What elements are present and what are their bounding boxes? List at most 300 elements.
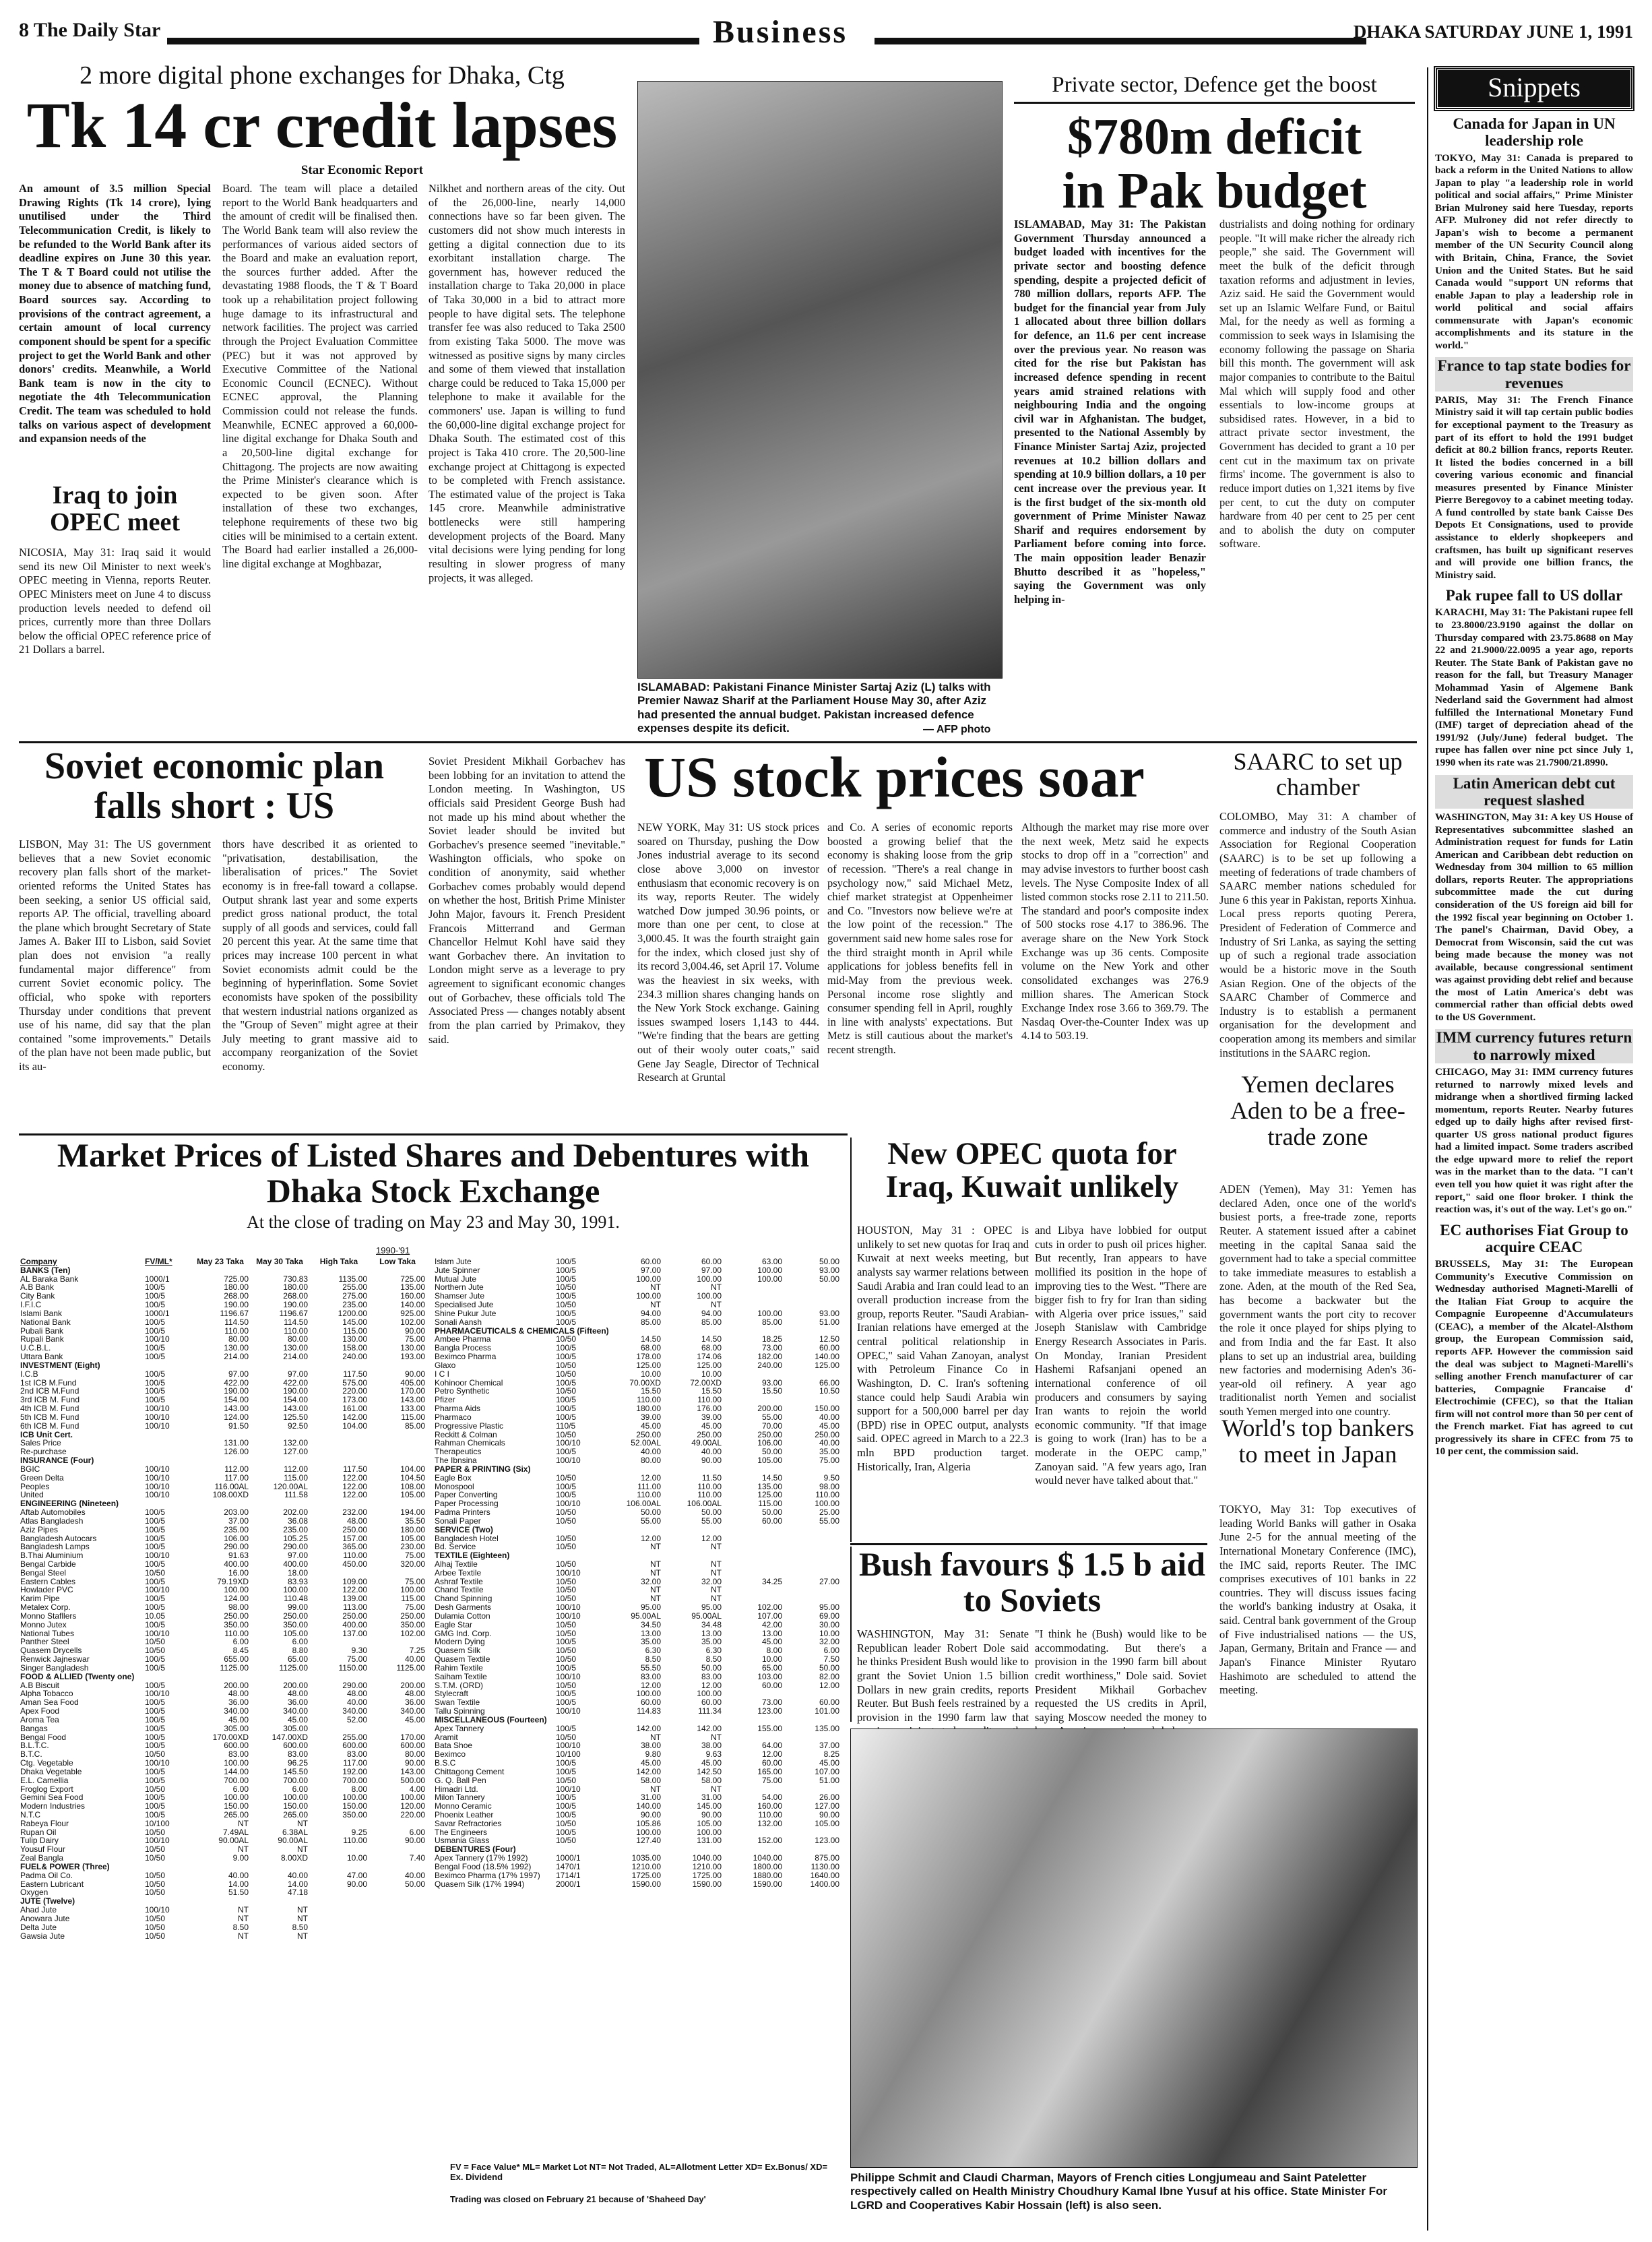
price-cell xyxy=(144,1456,191,1465)
price-cell: 66.00 xyxy=(819,1377,839,1388)
price-cell: 100/5 xyxy=(145,1793,166,1803)
price-cell xyxy=(369,1447,426,1456)
price-cell: 143.00 xyxy=(400,1766,425,1776)
price-cell: 100.00 xyxy=(224,1758,249,1768)
price-cell: 110.00 xyxy=(224,1628,249,1638)
price-cell: 100/10 xyxy=(556,1741,581,1751)
table-row xyxy=(433,1257,841,1266)
price-cell: 1125.00 xyxy=(279,1662,308,1673)
price-cell: 1040.00 xyxy=(753,1853,782,1863)
price-cell: 9.63 xyxy=(705,1749,722,1760)
price-cell: 1125.00 xyxy=(220,1662,249,1673)
table-row xyxy=(19,1413,426,1422)
price-cell: NT xyxy=(711,1282,722,1293)
price-cell: 100/5 xyxy=(145,1542,166,1552)
price-cell: 10/50 xyxy=(556,1429,577,1439)
price-cell xyxy=(369,1914,426,1923)
company-name: PHARMACEUTICALS & CHEMICALS (Fifteen) xyxy=(435,1326,609,1336)
table-row xyxy=(19,1352,426,1361)
company-name: B.S.C xyxy=(435,1758,456,1768)
table-row xyxy=(433,1655,841,1664)
snippets-sidebar xyxy=(1427,67,1633,2231)
price-cell: 7.25 xyxy=(409,1646,425,1656)
price-cell: 250.00 xyxy=(757,1429,782,1439)
company-name: TEXTILE (Eighteen) xyxy=(435,1551,510,1561)
price-cell: 110.00 xyxy=(637,1395,661,1405)
price-cell: 235.00 xyxy=(342,1300,367,1310)
price-cell: 100/10 xyxy=(145,1404,170,1414)
price-cell: 200.00 xyxy=(400,1680,425,1690)
price-cell: NT xyxy=(711,1559,722,1569)
price-cell xyxy=(723,1586,784,1594)
table-row xyxy=(19,1439,426,1447)
saarc-story xyxy=(1219,749,1416,1066)
price-cell xyxy=(784,1370,841,1379)
price-cell: 45.00 xyxy=(819,1421,839,1431)
price-cell: NT xyxy=(238,1905,249,1915)
price-cell: 55.50 xyxy=(640,1662,661,1673)
price-cell: 4.00 xyxy=(409,1784,425,1794)
price-cell: 68.00 xyxy=(640,1343,661,1353)
price-cell: 125.00 xyxy=(815,1360,839,1370)
price-cell: 170.00XD xyxy=(212,1732,249,1742)
price-cell: 100/5 xyxy=(556,1274,577,1284)
price-cell: 9.50 xyxy=(823,1472,839,1483)
price-cell: 10/50 xyxy=(556,1775,577,1785)
price-cell: 110.00 xyxy=(697,1490,722,1500)
price-cell: 110.48 xyxy=(284,1594,308,1604)
company-name: Himadri Ltd. xyxy=(435,1784,478,1794)
price-cell xyxy=(723,1370,784,1379)
price-cell xyxy=(144,1673,191,1681)
price-cell: 100/10 xyxy=(145,1758,170,1768)
price-cell: 45.00 xyxy=(701,1421,722,1431)
company-name: B.L.T.C. xyxy=(20,1741,49,1751)
price-cell: 255.00 xyxy=(342,1282,367,1293)
table-row xyxy=(433,1578,841,1586)
price-cell: 40.00 xyxy=(404,1870,425,1880)
budget-photo xyxy=(637,81,1003,679)
price-cell: 104.00 xyxy=(400,1464,425,1474)
price-cell: 275.00 xyxy=(342,1291,367,1301)
price-cell: 103.00 xyxy=(757,1671,782,1681)
company-name: Eastern Lubricant xyxy=(20,1879,84,1889)
price-cell: 126.00 xyxy=(224,1447,249,1457)
price-cell: 137.00 xyxy=(342,1628,367,1638)
company-name: Gemini Sea Food xyxy=(20,1793,84,1803)
price-cell: 10/50 xyxy=(145,1870,166,1880)
price-cell: 10/50 xyxy=(145,1853,166,1863)
company-name: B.T.C. xyxy=(20,1749,42,1760)
company-name: Aftab Automobiles xyxy=(20,1507,86,1518)
price-cell xyxy=(369,1431,426,1439)
price-cell xyxy=(369,1897,426,1906)
price-cell: 10/50 xyxy=(556,1646,577,1656)
price-cell: 350.00 xyxy=(224,1619,249,1629)
price-cell: NT xyxy=(711,1542,722,1552)
company-name: Renwick Jajneswar xyxy=(20,1654,90,1664)
price-cell: 16.00 xyxy=(228,1567,249,1578)
price-cell: 107.00 xyxy=(757,1611,782,1621)
company-name: SERVICE (Two) xyxy=(435,1524,493,1534)
company-name: Quasem Silk (17% 1994) xyxy=(435,1879,525,1889)
pak-kicker: Private sector, Defence get the boost xyxy=(1014,73,1415,104)
pak-story xyxy=(1014,73,1415,737)
company-name: PAPER & PRINTING (Six) xyxy=(435,1464,531,1474)
price-cell: 114.50 xyxy=(284,1317,308,1327)
price-cell: 122.00 xyxy=(342,1481,367,1491)
price-cell: 100/10 xyxy=(145,1551,170,1561)
price-cell: 10/50 xyxy=(556,1628,577,1638)
price-cell: 100.00 xyxy=(400,1793,425,1803)
price-cell: 12.00 xyxy=(640,1680,661,1690)
price-cell: 110.00 xyxy=(284,1326,308,1336)
price-cell: 10/50 xyxy=(556,1369,577,1379)
price-cell: 925.00 xyxy=(400,1308,425,1318)
price-cell: 34.50 xyxy=(640,1619,661,1629)
price-cell: 100/5 xyxy=(145,1723,166,1733)
company-name: Alpha Tobacco xyxy=(20,1689,73,1699)
price-cell: 95.00 xyxy=(640,1602,661,1613)
price-cell: 100.00 xyxy=(815,1499,839,1509)
price-cell: 875.00 xyxy=(815,1853,839,1863)
price-cell: 131.00 xyxy=(697,1836,722,1846)
price-cell: 110.00 xyxy=(758,1810,782,1819)
company-name: Bangladesh Lamps xyxy=(20,1542,90,1552)
company-name: Bangladesh Hotel xyxy=(435,1533,499,1543)
price-cell: 100/5 xyxy=(556,1317,577,1327)
price-cell: 50.00 xyxy=(819,1274,839,1284)
price-cell: 90.00 xyxy=(701,1810,722,1819)
table-row xyxy=(19,1871,426,1880)
bush-col-1: WASHINGTON, May 31: Senate Republican leader Robert Dole said he thinks President Bush would like to grant the Soviet Union 1.5 billion Dollars in new grain credits, reports Reuter. But Bush feels restrained by a provision in the 1990 farm law that xyxy=(857,1627,1029,1724)
price-cell: NT xyxy=(650,1559,661,1569)
price-cell: 100/5 xyxy=(145,1395,166,1405)
snippet-4-text: WASHINGTON, May 31: A key US House of Representatives subcommittee slashed an Administration request for funds for Latin American and Caribbean debt reduction on Wednesday from 304 million to 65 million dollars, reports Reuter. The appropriations subcommittee made the cut during consideration of the US foreign aid bill for the 1992 fiscal year beginning on October 1. The panel's Chairman, David Obey, a Democrat from Wisconsin, said the cut was being made because the money was not available, because congressional sentiment was against providing debt relief and because the most of Latin America's debt was commercial rather than official debts owed to the US Government. xyxy=(1435,811,1633,1023)
price-cell: 100/5 xyxy=(145,1801,166,1811)
price-cell: 255.00 xyxy=(342,1732,367,1742)
price-cell: 35.50 xyxy=(404,1516,425,1526)
price-cell: 170.00 xyxy=(400,1732,425,1742)
table-row xyxy=(433,1474,841,1483)
price-cell: NT xyxy=(650,1732,661,1742)
company-name: AL Baraka Bank xyxy=(20,1274,79,1284)
company-name: Kohinoor Chemical xyxy=(435,1377,503,1388)
price-cell xyxy=(723,1560,784,1569)
opec-col-1: HOUSTON, May 31 : OPEC is unlikely to set new quotas for Iraq and Kuwait at next weeks meeting, but analysts say warmer relations between Saudi Arabia and Iran could lead to an overall production increase from the group, reports Reuter. "Saudi Arabian-Iranian relations have emerged at the central political relationship in OPEC," said Vahan Zanoyan, analyst with Petroleum Finance Co in Washington, D. C. Iran's softening stance could help Saudi Arabia win support for a 500,000 barrel per day (BPD) rise in OPEC output, analysts said. OPEC agreed in March to a 22.3 mln BPD production target. Historically, Iran, Algeria xyxy=(857,1224,1029,1473)
credit-col-1: An amount of 3.5 million Special Drawing Rights (Tk 14 crore), lying unutilised under the Third Telecommunication Credit, is likely to be refunded to the World Bank after its deadline expires on June 30 this year. The T & T Board could not utilise the money due to absence of matching fund, Board sources say. According to provisions of the contract agreement, a certain amount of local currency component should be spent for a specific project to get the World Bank and other donors' credits. Meanwhile, a World Bank team is now in the city to negotiate the 4th Telecommunication Credit. The team was scheduled to hold talks on various aspect of development and expansion needs of the xyxy=(19,182,211,445)
price-cell: 124.00 xyxy=(224,1412,249,1422)
price-cell: 75.00 xyxy=(404,1576,425,1586)
price-cell: 10/50 xyxy=(145,1888,166,1898)
price-cell: 45.00 xyxy=(761,1637,782,1647)
price-cell xyxy=(369,1932,426,1941)
price-cell: 75.00 xyxy=(404,1602,425,1613)
table-row xyxy=(433,1871,841,1880)
price-cell: 132.00 xyxy=(757,1818,782,1828)
table-row xyxy=(19,1370,426,1379)
table-row xyxy=(433,1880,841,1889)
price-cell: 250.00 xyxy=(342,1524,367,1534)
price-cell xyxy=(144,1361,191,1370)
price-cell: 200.00 xyxy=(757,1404,782,1414)
table-row xyxy=(19,1768,426,1776)
budget-photo-caption: ISLAMABAD: Pakistani Finance Minister Sartaj Aziz (L) talks with Premier Nawaz Sharif at the Parliament House May 30, after Aziz had presented the annual budget. Pakistan increased defence expenses despite its deficit. xyxy=(637,681,991,735)
price-cell: 100/10 xyxy=(145,1334,170,1344)
company-name: United xyxy=(20,1490,44,1500)
price-cell xyxy=(602,1716,662,1724)
price-cell: 700.00 xyxy=(224,1775,249,1785)
price-cell xyxy=(784,1526,841,1534)
price-cell: 123.00 xyxy=(815,1836,839,1846)
table-row xyxy=(433,1404,841,1413)
price-cell: 10/50 xyxy=(556,1576,577,1586)
price-cell xyxy=(369,1673,426,1681)
price-cell: 100/5 xyxy=(556,1352,577,1362)
price-cell: 350.00 xyxy=(400,1619,425,1629)
price-cell: 100.00 xyxy=(697,1274,722,1284)
price-cell: 55.00 xyxy=(701,1516,722,1526)
price-cell: 100/10 xyxy=(145,1421,170,1431)
company-name: Glaxo xyxy=(435,1360,456,1370)
price-cell: 100.00 xyxy=(400,1585,425,1595)
price-cell: 100.00 xyxy=(224,1793,249,1803)
price-cell: 110.00 xyxy=(343,1836,367,1846)
table-row xyxy=(19,1673,426,1681)
price-cell: 6.00 xyxy=(292,1784,308,1794)
table-row xyxy=(19,1759,426,1768)
company-name: Sonali Aansh xyxy=(435,1317,482,1327)
price-cell: 110.00 xyxy=(697,1395,722,1405)
price-cell: 58.00 xyxy=(701,1775,722,1785)
price-cell: 10/50 xyxy=(556,1680,577,1690)
price-cell: 100/5 xyxy=(556,1412,577,1422)
price-cell: 14.50 xyxy=(761,1472,782,1483)
price-cell: 11.50 xyxy=(701,1472,722,1483)
bankers-headline: World's top bankers to meet in Japan xyxy=(1221,1414,1414,1468)
price-cell: 13.00 xyxy=(701,1628,722,1638)
price-cell: 400.00 xyxy=(283,1559,308,1569)
price-cell: 97.00 xyxy=(287,1369,308,1379)
company-name: National Tubes xyxy=(20,1628,75,1638)
price-cell: NT xyxy=(711,1585,722,1595)
price-cell: NT xyxy=(238,1844,249,1855)
price-cell: 268.00 xyxy=(283,1291,308,1301)
price-cell xyxy=(602,1526,662,1534)
price-cell: 182.00 xyxy=(757,1352,782,1362)
price-cell: 47.18 xyxy=(287,1888,308,1898)
price-cell: 10/50 xyxy=(145,1931,166,1941)
price-cell: 6.00 xyxy=(232,1784,249,1794)
price-cell: 100/5 xyxy=(556,1758,577,1768)
price-cell: NT xyxy=(650,1542,661,1552)
price-cell: 10/50 xyxy=(145,1913,166,1923)
price-cell: NT xyxy=(650,1594,661,1604)
company-name: Jute Spinner xyxy=(435,1265,480,1275)
budget-photo-credit: — AFP photo xyxy=(923,724,991,735)
price-cell: 101.00 xyxy=(815,1706,839,1716)
price-cell: 250.00 xyxy=(815,1429,839,1439)
bankers-story xyxy=(1219,1415,1416,1705)
snippet-1-headline: Canada for Japan in UN leadership role xyxy=(1453,115,1616,150)
price-cell: 36.08 xyxy=(287,1516,308,1526)
price-cell: 700.00 xyxy=(342,1775,367,1785)
price-cell: 70.00 xyxy=(761,1421,782,1431)
table-row xyxy=(433,1673,841,1681)
masthead-section: Business xyxy=(713,14,848,50)
company-name: Aramit xyxy=(435,1732,458,1742)
price-cell: NT xyxy=(238,1913,249,1923)
price-cell: 32.00 xyxy=(819,1637,839,1647)
price-cell xyxy=(369,1724,426,1733)
price-cell: NT xyxy=(238,1818,249,1828)
price-cell: 14.00 xyxy=(287,1879,308,1889)
price-cell: 38.00 xyxy=(701,1741,722,1751)
price-cell: 73.00 xyxy=(761,1698,782,1708)
price-cell xyxy=(309,1923,369,1932)
credit-story xyxy=(19,61,625,735)
company-name: Metalex Corp. xyxy=(20,1602,71,1613)
company-name: Eagle Box xyxy=(435,1472,472,1483)
price-cell xyxy=(309,1431,369,1439)
price-cell: 10.50 xyxy=(819,1386,839,1396)
price-cell: 85.00 xyxy=(701,1317,722,1327)
price-cell: 1725.00 xyxy=(631,1870,661,1880)
price-cell: 60.00 xyxy=(761,1758,782,1768)
price-cell: 1210.00 xyxy=(631,1861,661,1871)
price-cell xyxy=(723,1534,784,1543)
price-cell xyxy=(309,1819,369,1828)
iraq-text: NICOSIA, May 31: Iraq said it would send its new Oil Minister to next week's OPEC meeting in Vienna, reports Reuter. OPEC Ministers meet on June 4 to discuss production levels needed to defend oil prices, currently more than three Dollars below the official OPEC reference price of 21 Dollars a barrel. xyxy=(19,546,211,656)
price-cell xyxy=(602,1465,662,1474)
price-cell xyxy=(784,1586,841,1594)
price-cell: 158.00 xyxy=(342,1343,367,1353)
price-cell: 250.00 xyxy=(697,1429,722,1439)
price-cell: 14.50 xyxy=(640,1334,661,1344)
price-cell: 250.00 xyxy=(283,1611,308,1621)
price-cell: 45.00 xyxy=(701,1758,722,1768)
table-row xyxy=(19,1612,426,1621)
price-cell: 2000/1 xyxy=(556,1879,581,1889)
price-cell: 12.00 xyxy=(640,1472,661,1483)
table-row xyxy=(433,1508,841,1517)
table-row xyxy=(433,1422,841,1431)
market-header-low: Low Taka xyxy=(379,1257,416,1266)
table-row xyxy=(19,1863,426,1871)
company-name: Petro Synthetic xyxy=(435,1386,490,1396)
company-name: Gawsia Jute xyxy=(20,1931,65,1941)
price-cell: 203.00 xyxy=(224,1507,249,1518)
price-cell: 160.00 xyxy=(757,1801,782,1811)
table-row xyxy=(19,1508,426,1517)
price-cell: 100/5 xyxy=(145,1386,166,1396)
company-name: Stylecraft xyxy=(435,1689,469,1699)
price-cell: 15.50 xyxy=(761,1386,782,1396)
price-cell xyxy=(144,1863,191,1871)
price-cell: 143.00 xyxy=(224,1404,249,1414)
price-cell: 12.00 xyxy=(819,1680,839,1690)
company-name: INVESTMENT (Eight) xyxy=(20,1360,100,1370)
price-cell: 450.00 xyxy=(342,1559,367,1569)
company-name: Atlas Bangladesh xyxy=(20,1516,84,1526)
price-cell: 45.00 xyxy=(287,1714,308,1724)
price-cell xyxy=(784,1534,841,1543)
price-cell: 100/10 xyxy=(145,1472,170,1483)
price-cell: 1210.00 xyxy=(692,1861,722,1871)
company-name: FUEL& POWER (Three) xyxy=(20,1861,110,1871)
price-cell: 135.00 xyxy=(400,1282,425,1293)
price-cell: 35.00 xyxy=(640,1637,661,1647)
company-name: Bengal Steel xyxy=(20,1567,67,1578)
price-cell: 31.00 xyxy=(701,1793,722,1803)
price-cell: 18.00 xyxy=(287,1567,308,1578)
price-cell: 10/50 xyxy=(556,1472,577,1483)
price-cell: 105.00 xyxy=(400,1533,425,1543)
price-cell: 127.40 xyxy=(636,1836,661,1846)
company-name: U.C.B.L. xyxy=(20,1343,51,1353)
price-cell: 133.00 xyxy=(400,1404,425,1414)
credit-headline: Tk 14 cr credit lapses xyxy=(26,89,618,161)
price-cell: 143.00 xyxy=(283,1404,308,1414)
price-cell: 111.00 xyxy=(637,1481,661,1491)
price-cell: 45.00 xyxy=(819,1758,839,1768)
price-cell: 93.00 xyxy=(819,1265,839,1275)
price-cell: 100/5 xyxy=(556,1637,577,1647)
price-cell: 127.00 xyxy=(815,1801,839,1811)
table-row xyxy=(19,1724,426,1733)
price-cell: 122.00 xyxy=(342,1490,367,1500)
price-cell: 102.00 xyxy=(400,1628,425,1638)
price-cell: 575.00 xyxy=(342,1377,367,1388)
price-cell: 40.00 xyxy=(640,1447,661,1457)
price-cell: 13.00 xyxy=(761,1628,782,1638)
price-cell: 60.00 xyxy=(701,1698,722,1708)
price-cell: 1470/1 xyxy=(556,1861,581,1871)
price-cell: 83.00 xyxy=(640,1671,661,1681)
price-cell: 72.00XD xyxy=(690,1377,722,1388)
company-name: Bengal Food (18.5% 1992) xyxy=(435,1861,532,1871)
price-cell: 100/5 xyxy=(556,1343,577,1353)
price-cell: 40.00 xyxy=(404,1654,425,1664)
price-cell: 100/5 xyxy=(145,1300,166,1310)
price-cell: 1590.00 xyxy=(753,1879,782,1889)
price-cell: 97.00 xyxy=(640,1265,661,1275)
company-name: Bengal Carbide xyxy=(20,1559,76,1569)
table-row xyxy=(19,1569,426,1578)
price-cell xyxy=(784,1543,841,1551)
price-cell: 75.00 xyxy=(404,1551,425,1561)
price-cell: 131.00 xyxy=(224,1438,249,1448)
price-cell xyxy=(662,1526,723,1534)
price-cell: 115.00 xyxy=(343,1326,367,1336)
company-name: National Bank xyxy=(20,1317,71,1327)
price-cell: 135.00 xyxy=(815,1723,839,1733)
table-row xyxy=(19,1465,426,1474)
price-cell: 107.00 xyxy=(815,1766,839,1776)
price-cell: 154.00 xyxy=(283,1395,308,1405)
price-cell xyxy=(309,1439,369,1447)
price-cell: 91.50 xyxy=(228,1421,249,1431)
price-cell: 100/10 xyxy=(145,1836,170,1846)
price-cell: 37.00 xyxy=(228,1516,249,1526)
price-cell: 6.00 xyxy=(292,1637,308,1647)
price-cell xyxy=(723,1526,784,1534)
table-row xyxy=(433,1526,841,1534)
market-table xyxy=(19,1257,426,1940)
price-cell: 600.00 xyxy=(224,1741,249,1751)
price-cell: NT xyxy=(238,1931,249,1941)
table-row xyxy=(433,1309,841,1318)
